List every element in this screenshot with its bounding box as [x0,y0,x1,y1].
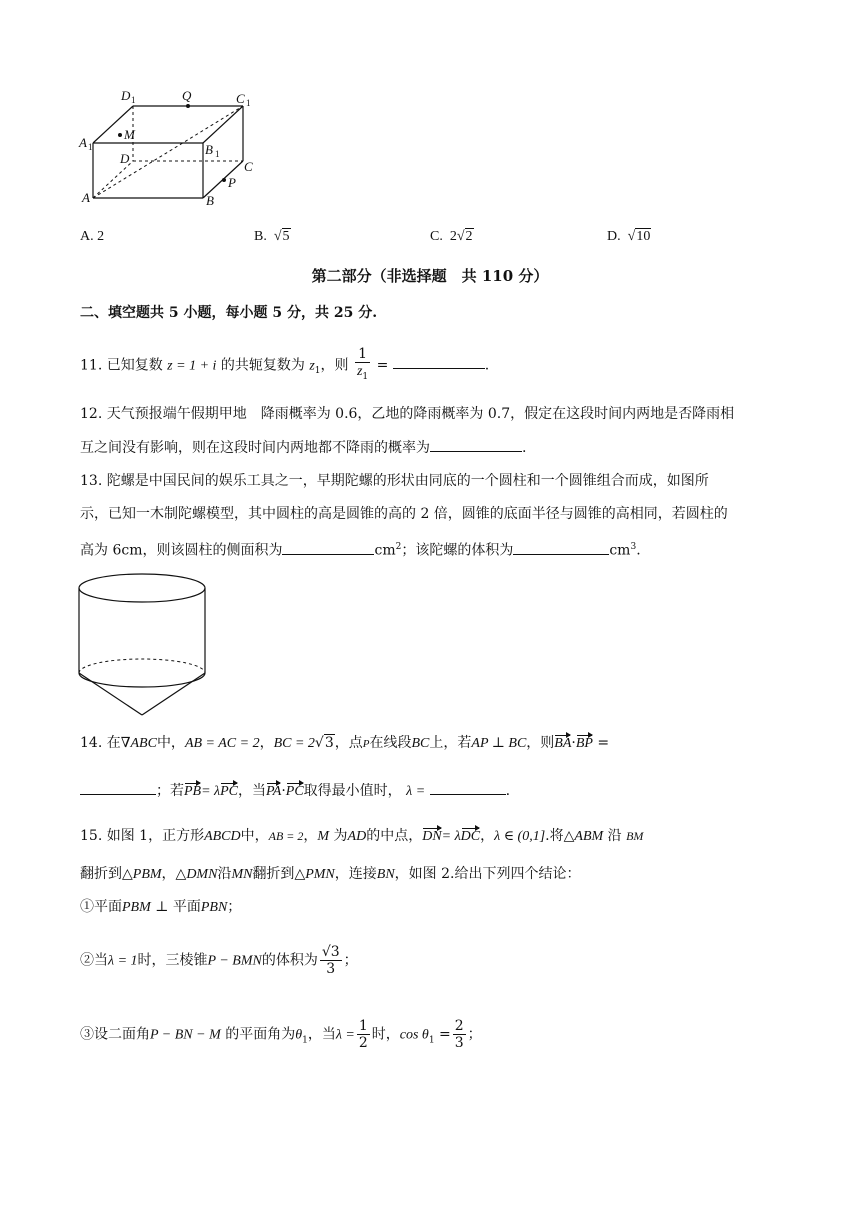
label-b1: B [205,142,213,157]
label-p: P [228,175,236,190]
answer-blank[interactable] [393,354,485,369]
svg-text:1: 1 [246,98,251,108]
label-a1: A [79,135,87,150]
label-c1: C [236,91,245,106]
question-14-line2: ；若PB= λPC，当PA·PC取得最小值时， λ = . [80,780,510,802]
question-15-line1: 15. 如图 1，正方形ABCD中，AB = 2，M 为AD的中点，DN= λDC，λ ∈ (0,1].将△ABM 沿 BM [80,826,643,847]
label-d1: D [121,88,131,103]
question-13-line3: 高为 6cm，则该圆柱的侧面积为 $cm^2$；该陀螺的体积为 $cm^3$. [80,537,641,561]
question-12-line2: 互之间没有影响，则在这段时间内两地都不降雨的概率为 . [80,437,526,458]
answer-blank[interactable] [80,780,156,795]
label-c: C [244,159,253,174]
svg-text:1: 1 [215,149,220,159]
label-d: D [120,151,130,166]
part2-title: 第二部分（非选择题 共 110 分） [311,267,549,285]
section2-header: 二、填空题共 5 小题，每小题 5 分，共 25 分. [80,305,378,321]
label-q: Q [182,88,192,103]
label-a: A [82,190,90,205]
answer-blank[interactable] [430,437,522,452]
question-11: 11. 已知复数 z = 1 + i 的共轭复数为 $z_1$，则 $\frac{1}{z_1}$ = . [80,346,490,382]
svg-text:1: 1 [131,95,136,105]
conclusion-3: ③设二面角P − BN − M 的平面角为$\theta_1$，当λ = $\frac{1}{2}$ 时，$\cos \theta_1$ = $\frac{2}{3}$ ； [80,1018,482,1051]
spinning-top-figure [76,570,210,718]
question-14-line1: 14. 在∇ABC中，AB = AC = 2，BC = 2√3，点P在线段BC上，若AP ⊥ BC，则BA·BP = [80,733,609,754]
label-b: B [206,193,214,208]
option-a: A. 2 [80,229,105,244]
question-15-line2: 翻折到△PBM，△DMN沿MN翻折到△PMN，连接BN，如图 2.给出下列四个结论： [80,866,581,882]
cube-figure [78,84,268,214]
option-b: B. √5 [254,229,290,244]
question-13-line2: 示，已知一木制陀螺模型，其中圆柱的高是圆锥的高的 2 倍，圆锥的底面半径与圆锥的高相同，若圆柱的 [80,506,728,522]
question-13-line1: 13. 陀螺是中国民间的娱乐工具之一，早期陀螺的形状由同底的一个圆柱和一个圆锥组合而成，如图所 [80,473,709,489]
answer-blank[interactable] [513,540,609,555]
conclusion-2: ②当λ = 1时，三棱锥P − BMN的体积为 $\frac{√3}{3}$ ； [80,944,358,977]
question-12-line1: 12. 天气预报端午假期甲地 降雨概率为 0.6，乙地的降雨概率为 0.7，假定在这段时间内两地是否降雨相 [80,406,735,422]
svg-text:1: 1 [88,142,93,152]
answer-blank[interactable] [282,540,374,555]
conclusion-1: ①平面PBM ⊥ 平面PBN； [80,899,242,915]
answer-blank[interactable] [430,780,506,795]
option-d: D. √10 [607,229,651,244]
option-c: C. 2√2 [430,229,473,244]
label-m: M [124,127,135,142]
